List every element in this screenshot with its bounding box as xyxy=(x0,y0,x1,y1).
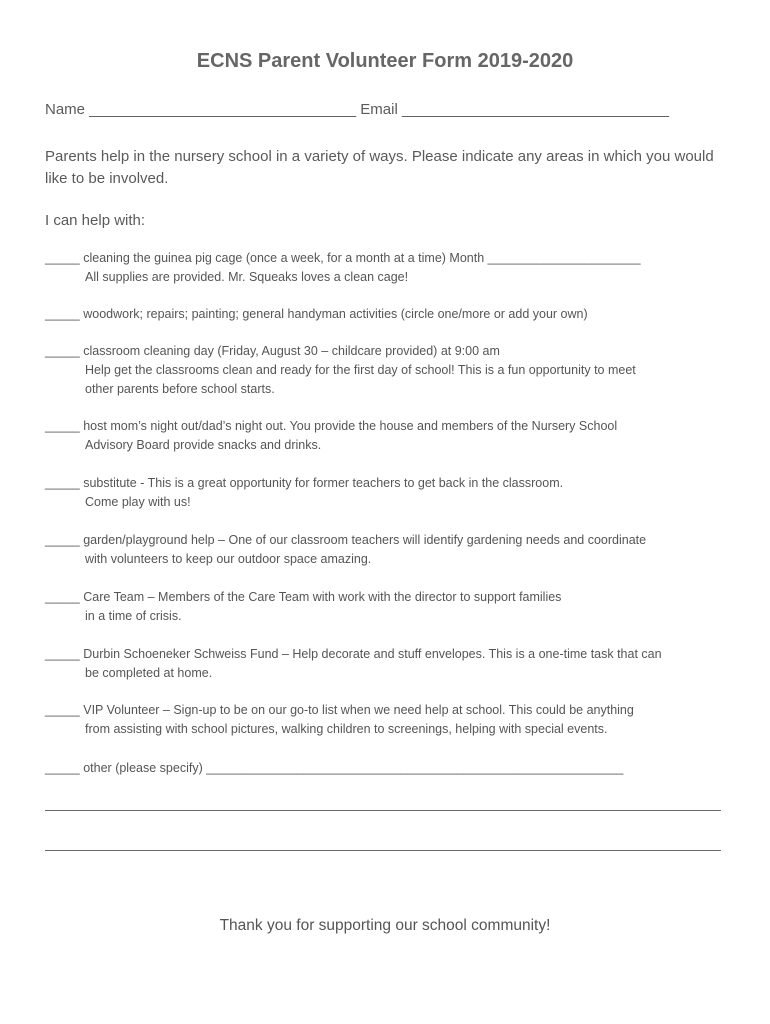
help-lead-text: I can help with: xyxy=(45,212,146,229)
option-line: _____ woodwork; repairs; painting; general handyman activities (circle one/more or add your own) xyxy=(45,307,588,321)
volunteer-option-other[interactable] xyxy=(45,759,735,778)
option-detail: Come play with us! xyxy=(85,495,191,509)
option-line: _____ classroom cleaning day (Friday, August 30 – childcare provided) at 9:00 am xyxy=(45,344,500,358)
option-detail: Advisory Board provide snacks and drinks. xyxy=(85,438,322,452)
option-detail: All supplies are provided. Mr. Squeaks loves a clean cage! xyxy=(85,270,409,284)
volunteer-option-vip[interactable] xyxy=(45,701,735,739)
option-detail: from assisting with school pictures, walking children to screenings, helping with special events. xyxy=(85,722,608,736)
option-line: _____ substitute - This is a great opportunity for former teachers to get back in the classroom. xyxy=(45,476,564,490)
volunteer-option-night-out[interactable] xyxy=(45,417,735,455)
volunteer-option-fund[interactable] xyxy=(45,645,735,683)
option-line: _____ garden/playground help – One of our classroom teachers will identify gardening needs and coordinate xyxy=(45,533,647,547)
option-detail: be completed at home. xyxy=(85,666,213,680)
write-in-line[interactable] xyxy=(45,850,721,851)
option-detail: in a time of crisis. xyxy=(85,609,182,623)
volunteer-option-substitute[interactable] xyxy=(45,474,735,512)
option-detail: other parents before school starts. xyxy=(85,382,275,396)
thank-you-footer: Thank you for supporting our school community! xyxy=(219,917,551,934)
volunteer-option-guinea-pig[interactable] xyxy=(45,249,735,287)
option-line: _____ other (please specify) ____________________________________________________________ xyxy=(45,761,624,775)
option-line: _____ host mom’s night out/dad’s night out. You provide the house and members of the Nursery School xyxy=(45,419,618,433)
option-line: _____ cleaning the guinea pig cage (once a week, for a month at a time) Month ______________________ xyxy=(45,251,641,265)
option-line: _____ Care Team – Members of the Care Team with work with the director to support families xyxy=(45,590,562,604)
write-in-line[interactable] xyxy=(45,810,721,811)
option-detail: with volunteers to keep our outdoor space amazing. xyxy=(85,552,372,566)
volunteer-option-cleaning-day[interactable] xyxy=(45,342,735,399)
option-line: _____ Durbin Schoeneker Schweiss Fund – Help decorate and stuff envelopes. This is a one-time task that can xyxy=(45,647,662,661)
intro-paragraph: Parents help in the nursery school in a variety of ways. Please indicate any areas in which you would like to be involved. xyxy=(45,148,714,187)
option-detail: Help get the classrooms clean and ready for the first day of school! This is a fun opportunity to meet xyxy=(85,363,636,377)
option-line: _____ VIP Volunteer – Sign-up to be on our go-to list when we need help at school. This could be anything xyxy=(45,703,634,717)
form-title: ECNS Parent Volunteer Form 2019-2020 xyxy=(196,50,574,72)
volunteer-option-care-team[interactable] xyxy=(45,588,735,626)
name-email-line[interactable]: Name ________________________________ Email ________________________________ xyxy=(45,101,669,118)
volunteer-option-garden[interactable] xyxy=(45,531,735,569)
volunteer-option-woodwork[interactable] xyxy=(45,305,735,324)
